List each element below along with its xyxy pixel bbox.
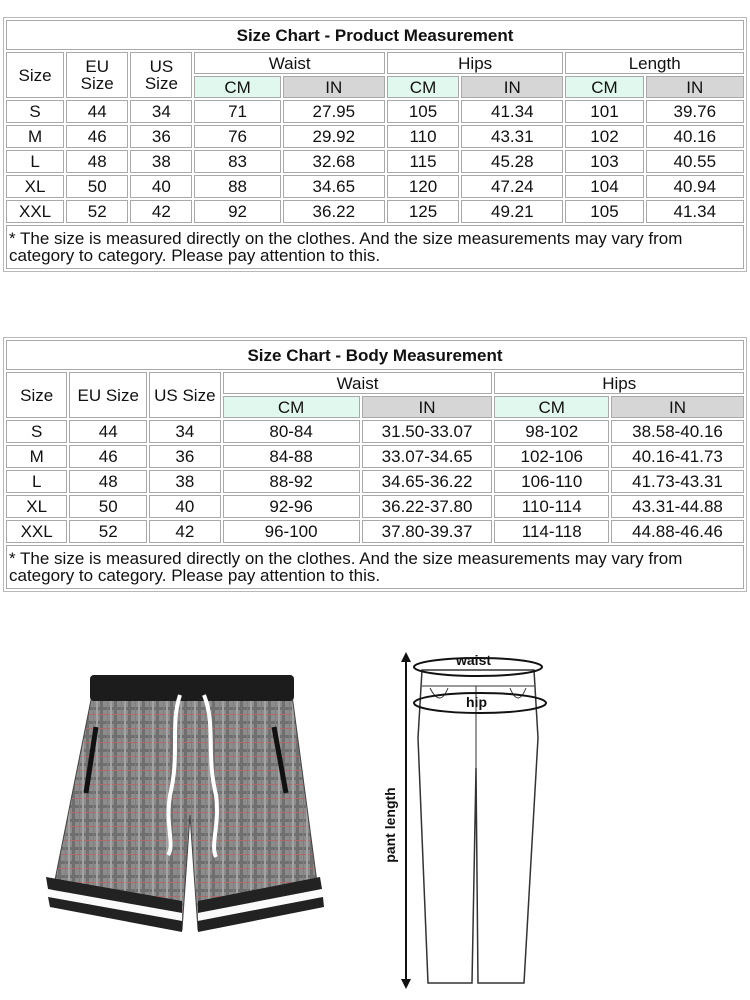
table-cell: 41.34 bbox=[646, 200, 744, 223]
hips-in-header: IN bbox=[611, 396, 744, 418]
table-cell: 48 bbox=[66, 150, 128, 173]
table-cell: 44 bbox=[69, 420, 147, 443]
table-cell: 33.07-34.65 bbox=[362, 445, 493, 468]
hips-cm-header: CM bbox=[494, 396, 609, 418]
table-cell: 92-96 bbox=[223, 495, 360, 518]
table-cell: 31.50-33.07 bbox=[362, 420, 493, 443]
hip-label: hip bbox=[466, 694, 487, 710]
table-cell: 50 bbox=[69, 495, 147, 518]
table-cell: 110 bbox=[387, 125, 459, 148]
table-cell: S bbox=[6, 100, 64, 123]
table-row bbox=[6, 150, 744, 173]
table-cell: 105 bbox=[387, 100, 459, 123]
table-cell: 39.76 bbox=[646, 100, 744, 123]
col-eu-size: EU Size bbox=[66, 52, 128, 98]
col-waist: Waist bbox=[194, 52, 384, 74]
table-cell: 88 bbox=[194, 175, 280, 198]
table-cell: 98-102 bbox=[494, 420, 609, 443]
table-cell: XL bbox=[6, 175, 64, 198]
table-cell: 80-84 bbox=[223, 420, 360, 443]
table-cell: 34.65-36.22 bbox=[362, 470, 493, 493]
table-row bbox=[6, 125, 744, 148]
table-cell: 114-118 bbox=[494, 520, 609, 543]
table-cell: 44 bbox=[66, 100, 128, 123]
product-chart-note: * The size is measured directly on the clothes. And the size measurements may vary from category to category. Please pay attention to this. bbox=[6, 225, 744, 269]
table-cell: 104 bbox=[565, 175, 643, 198]
table-cell: 88-92 bbox=[223, 470, 360, 493]
table-cell: 34 bbox=[149, 420, 221, 443]
table-cell: 41.34 bbox=[461, 100, 563, 123]
hips-cm-header: CM bbox=[387, 76, 459, 98]
table-row bbox=[6, 420, 744, 443]
table-cell: 40 bbox=[130, 175, 192, 198]
table-row bbox=[6, 100, 744, 123]
col-us-size: US Size bbox=[130, 52, 192, 98]
table-cell: 36.22-37.80 bbox=[362, 495, 493, 518]
body-size-chart bbox=[3, 337, 747, 592]
table-cell: 37.80-39.37 bbox=[362, 520, 493, 543]
table-cell: 40.55 bbox=[646, 150, 744, 173]
table-cell: 29.92 bbox=[283, 125, 385, 148]
col-length: Length bbox=[565, 52, 744, 74]
table-cell: 84-88 bbox=[223, 445, 360, 468]
pant-length-label: pant length bbox=[382, 787, 398, 863]
table-row bbox=[6, 200, 744, 223]
table-cell: XL bbox=[6, 495, 67, 518]
table-cell: 44.88-46.46 bbox=[611, 520, 744, 543]
table-row bbox=[6, 470, 744, 493]
table-cell: 71 bbox=[194, 100, 280, 123]
body-chart-note: * The size is measured directly on the clothes. And the size measurements may vary from category to category. Please pay attention to this. bbox=[6, 545, 744, 589]
table-cell: 96-100 bbox=[223, 520, 360, 543]
table-cell: L bbox=[6, 470, 67, 493]
col-eu-size: EU Size bbox=[69, 372, 147, 418]
table-cell: 36.22 bbox=[283, 200, 385, 223]
col-us-size: US Size bbox=[149, 372, 221, 418]
table-cell: 41.73-43.31 bbox=[611, 470, 744, 493]
table-cell: 36 bbox=[149, 445, 221, 468]
product-size-chart bbox=[3, 17, 747, 272]
table-cell: XXL bbox=[6, 200, 64, 223]
table-cell: 115 bbox=[387, 150, 459, 173]
table-cell: 46 bbox=[69, 445, 147, 468]
table-cell: XXL bbox=[6, 520, 67, 543]
length-in-header: IN bbox=[646, 76, 744, 98]
table-cell: 40 bbox=[149, 495, 221, 518]
table-cell: 102-106 bbox=[494, 445, 609, 468]
table-cell: 49.21 bbox=[461, 200, 563, 223]
table-cell: 120 bbox=[387, 175, 459, 198]
length-cm-header: CM bbox=[565, 76, 643, 98]
table-cell: L bbox=[6, 150, 64, 173]
table-cell: 103 bbox=[565, 150, 643, 173]
table-cell: 50 bbox=[66, 175, 128, 198]
table-row bbox=[6, 175, 744, 198]
table-cell: 42 bbox=[149, 520, 221, 543]
table-cell: 32.68 bbox=[283, 150, 385, 173]
table-cell: 38.58-40.16 bbox=[611, 420, 744, 443]
table-cell: 125 bbox=[387, 200, 459, 223]
table-cell: 40.16 bbox=[646, 125, 744, 148]
table-cell: 34 bbox=[130, 100, 192, 123]
waist-cm-header: CM bbox=[194, 76, 280, 98]
table-row bbox=[6, 520, 744, 543]
table-cell: 102 bbox=[565, 125, 643, 148]
table-cell: 40.16-41.73 bbox=[611, 445, 744, 468]
waist-label: waist bbox=[456, 652, 492, 668]
table-cell: 36 bbox=[130, 125, 192, 148]
col-hips: Hips bbox=[494, 372, 744, 394]
table-cell: 76 bbox=[194, 125, 280, 148]
table-cell: 27.95 bbox=[283, 100, 385, 123]
waist-in-header: IN bbox=[283, 76, 385, 98]
table-cell: M bbox=[6, 445, 67, 468]
hips-in-header: IN bbox=[461, 76, 563, 98]
table-cell: 47.24 bbox=[461, 175, 563, 198]
waist-in-header: IN bbox=[362, 396, 493, 418]
col-hips: Hips bbox=[387, 52, 563, 74]
pants-diagram bbox=[370, 648, 560, 990]
table-cell: 45.28 bbox=[461, 150, 563, 173]
col-waist: Waist bbox=[223, 372, 493, 394]
table-cell: 34.65 bbox=[283, 175, 385, 198]
table-row bbox=[6, 495, 744, 518]
table-cell: 106-110 bbox=[494, 470, 609, 493]
table-cell: 52 bbox=[69, 520, 147, 543]
table-cell: 110-114 bbox=[494, 495, 609, 518]
shorts-photo bbox=[30, 665, 350, 945]
col-size: Size bbox=[6, 52, 64, 98]
table-cell: 46 bbox=[66, 125, 128, 148]
waist-cm-header: CM bbox=[223, 396, 360, 418]
table-cell: 38 bbox=[130, 150, 192, 173]
table-cell: 43.31 bbox=[461, 125, 563, 148]
table-cell: 83 bbox=[194, 150, 280, 173]
table-cell: 43.31-44.88 bbox=[611, 495, 744, 518]
col-size: Size bbox=[6, 372, 67, 418]
product-chart-title: Size Chart - Product Measurement bbox=[6, 20, 744, 50]
table-cell: 42 bbox=[130, 200, 192, 223]
table-cell: S bbox=[6, 420, 67, 443]
table-cell: 52 bbox=[66, 200, 128, 223]
table-cell: M bbox=[6, 125, 64, 148]
table-cell: 92 bbox=[194, 200, 280, 223]
table-cell: 38 bbox=[149, 470, 221, 493]
table-cell: 48 bbox=[69, 470, 147, 493]
table-cell: 105 bbox=[565, 200, 643, 223]
table-cell: 101 bbox=[565, 100, 643, 123]
body-chart-title: Size Chart - Body Measurement bbox=[6, 340, 744, 370]
table-row bbox=[6, 445, 744, 468]
table-cell: 40.94 bbox=[646, 175, 744, 198]
